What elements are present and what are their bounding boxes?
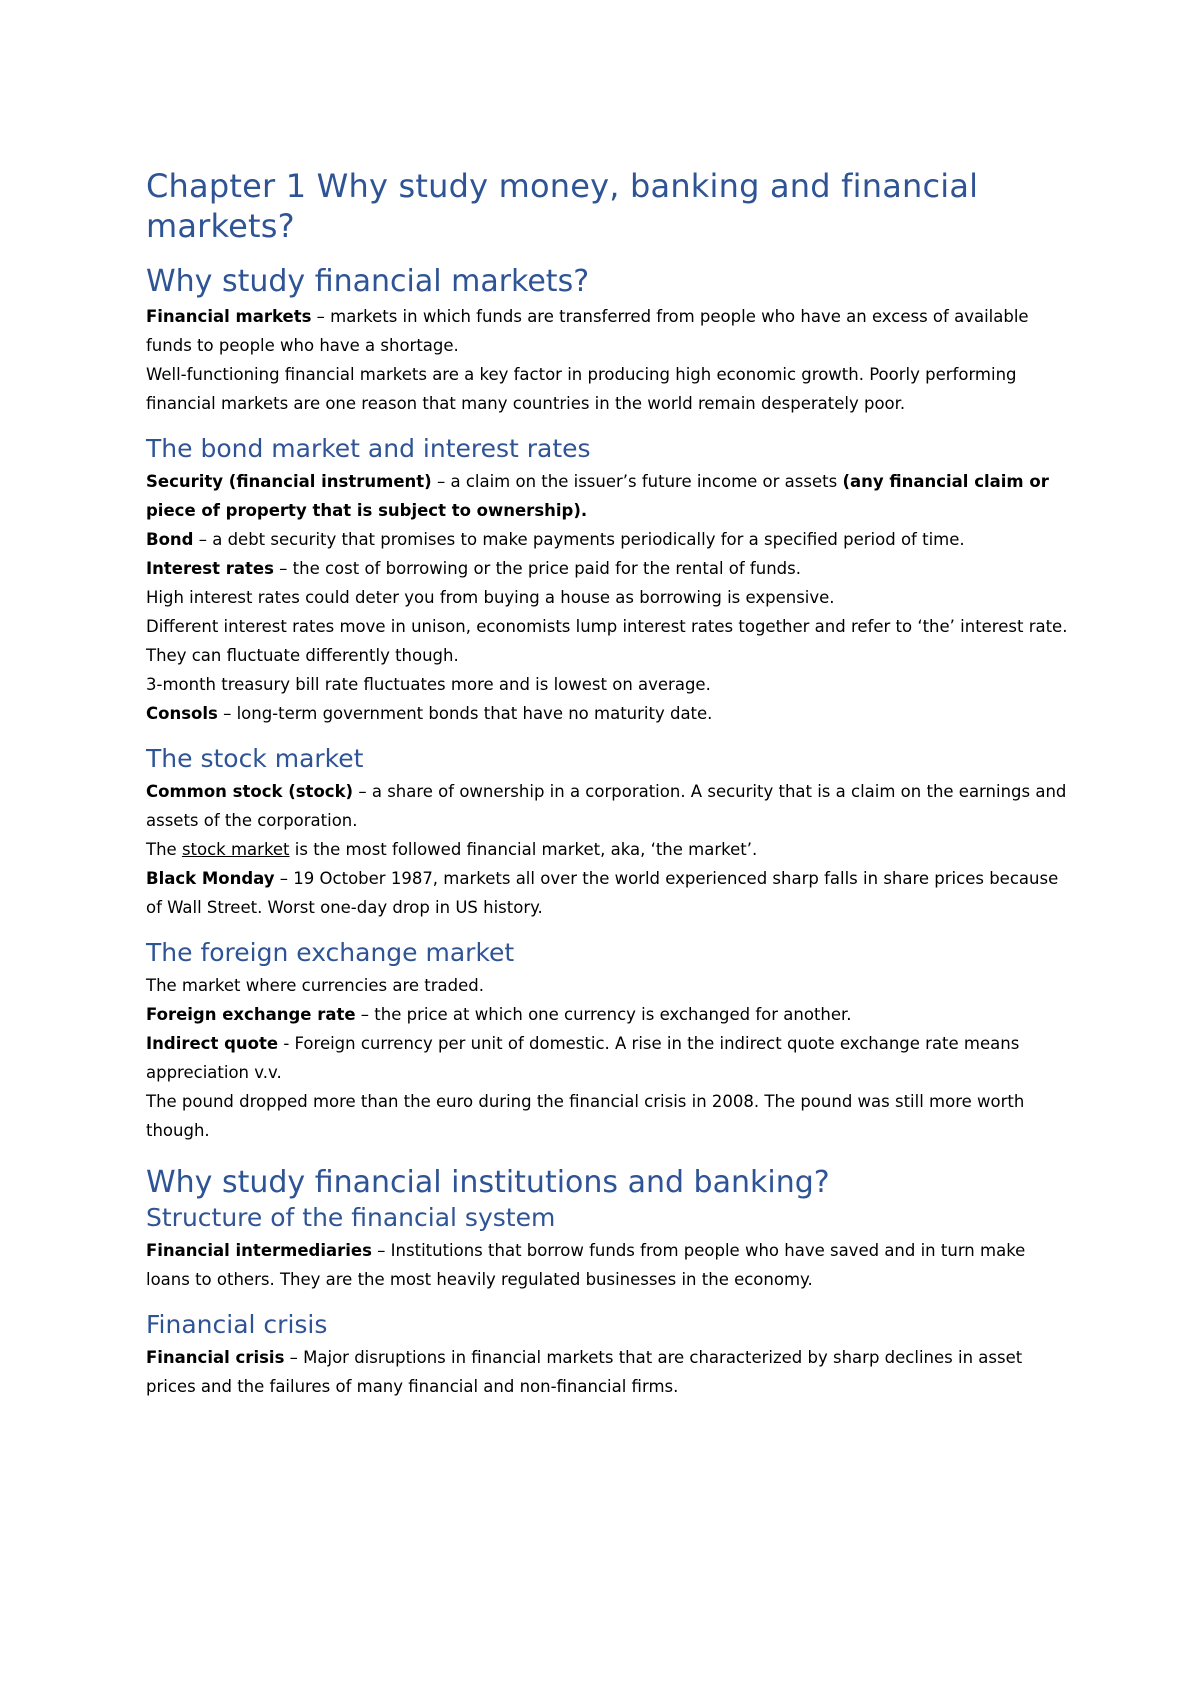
paragraph-interest-rates-definition [146,554,1070,583]
paragraph-treasury-bill-rate: 3-month treasury bill rate fluctuates more and is lowest on average. [146,675,711,694]
section-why-study-institutions [146,1165,1070,1201]
term-financial-crisis: Financial crisis [146,1348,285,1367]
section-bond-market [146,434,1070,728]
paragraph-different-interest-rates: Different interest rates move in unison, economists lump interest rates together and refer to ‘the’ interest rate. They can fluctuate differently though. [146,617,1068,665]
definition-security: – a claim on the issuer’s future income or assets [431,472,843,491]
section-why-study-financial-markets [146,264,1070,418]
page-title: Chapter 1 Why study money, banking and financial markets? [146,167,979,245]
paragraph-black-monday [146,864,1070,922]
paragraph-financial-crisis-definition [146,1343,1070,1401]
definition-bond: – a debt security that promises to make payments periodically for a specified period of time. [193,530,965,549]
paragraph-bond-definition [146,525,1070,554]
paragraph-well-functioning-markets: Well-functioning financial markets are a key factor in producing high economic growth. Poorly performing financial markets are one reason that many countries in the world remain desperately poor. [146,365,1017,413]
term-security: Security (financial instrument) [146,472,432,491]
paragraph-pound-vs-euro: The pound dropped more than the euro during the financial crisis in 2008. The pound was still more worth though. [146,1092,1025,1140]
paragraph-financial-markets-definition [146,302,1070,360]
section-financial-crisis [146,1310,1070,1401]
term-consols: Consols [146,704,218,723]
term-interest-rates: Interest rates [146,559,274,578]
stock-market-underlined: stock market [181,840,290,859]
definition-consols: – long-term government bonds that have no maturity date. [217,704,713,723]
heading-why-study-financial-markets: Why study financial markets? [146,264,590,299]
heading-bond-market: The bond market and interest rates [146,434,591,463]
definition-security-bold-tail: (any financial claim or piece of property that is subject to ownership). [146,472,1049,520]
stock-market-suffix: is the most followed financial market, aka, ‘the market’. [289,840,758,859]
paragraph-indirect-quote [146,1029,1070,1087]
paragraph-common-stock-definition [146,777,1070,835]
section-stock-market [146,744,1070,922]
document-page [146,166,1070,1417]
paragraph-foreign-exchange-rate [146,1000,1070,1029]
section-foreign-exchange-market [146,938,1070,1145]
paragraph-stock-market-followed [146,835,1070,864]
definition-black-monday: – 19 October 1987, markets all over the world experienced sharp falls in share prices because of Wall Street. Worst one-day drop in US history. [146,869,1059,917]
term-bond: Bond [146,530,194,549]
definition-financial-markets: – markets in which funds are transferred from people who have an excess of available funds to people who have a shortage. [146,307,1029,355]
heading-foreign-exchange-market: The foreign exchange market [146,938,515,967]
definition-financial-intermediaries: – Institutions that borrow funds from people who have saved and in turn make loans to others. They are the most heavily regulated businesses in the economy. [146,1241,1026,1289]
heading-stock-market: The stock market [146,744,364,773]
term-black-monday: Black Monday [146,869,275,888]
term-financial-intermediaries: Financial intermediaries [146,1241,372,1260]
paragraph-security-definition [146,467,1070,525]
paragraph-currencies-traded: The market where currencies are traded. [146,976,484,995]
definition-financial-crisis: – Major disruptions in financial markets that are characterized by sharp declines in asset prices and the failures of many financial and non-financial firms. [146,1348,1023,1396]
definition-foreign-exchange-rate: – the price at which one currency is exchanged for another. [355,1005,852,1024]
paragraph-financial-intermediaries [146,1236,1070,1294]
heading-financial-crisis: Financial crisis [146,1310,328,1339]
definition-interest-rates: – the cost of borrowing or the price paid for the rental of funds. [273,559,801,578]
stock-market-prefix: The [146,840,182,859]
term-indirect-quote: Indirect quote [146,1034,279,1053]
heading-structure-financial-system: Structure of the financial system [146,1203,556,1232]
term-financial-markets: Financial markets [146,307,312,326]
heading-why-study-institutions: Why study financial institutions and banking? [146,1165,830,1200]
term-common-stock: Common stock (stock) [146,782,354,801]
paragraph-high-interest-rates: High interest rates could deter you from buying a house as borrowing is expensive. [146,588,835,607]
definition-common-stock: – a share of ownership in a corporation. A security that is a claim on the earnings and assets of the corporation. [146,782,1067,830]
definition-indirect-quote: - Foreign currency per unit of domestic. A rise in the indirect quote exchange rate means appreciation v.v. [146,1034,1020,1082]
paragraph-consols-definition [146,699,1070,728]
term-foreign-exchange-rate: Foreign exchange rate [146,1005,356,1024]
section-structure-financial-system [146,1203,1070,1294]
